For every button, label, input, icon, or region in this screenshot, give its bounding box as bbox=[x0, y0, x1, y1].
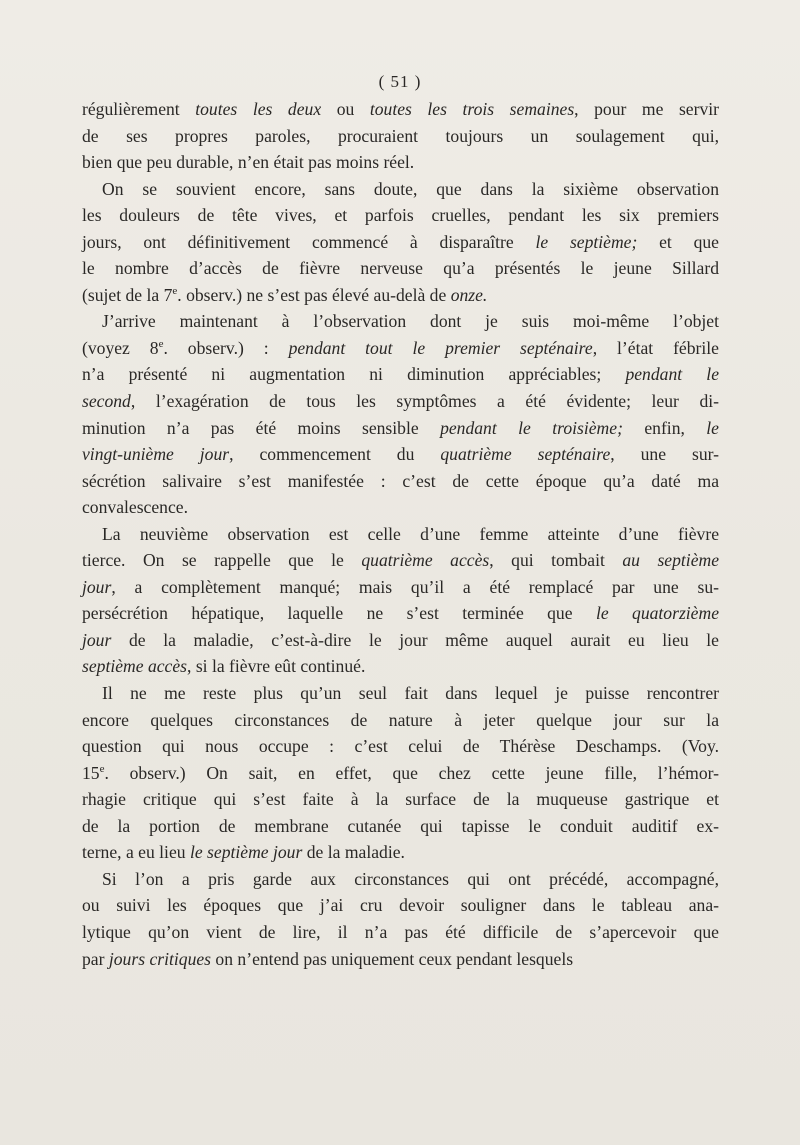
text-segment: encore quelques circonstances de nature à jeter quelque jour sur la bbox=[82, 709, 719, 730]
text-line bbox=[82, 866, 719, 893]
text-segment: tierce. On se rappelle que le bbox=[82, 550, 362, 571]
text-line bbox=[82, 361, 719, 388]
text-line bbox=[82, 388, 719, 415]
text-line bbox=[82, 919, 719, 946]
text-line bbox=[82, 707, 719, 734]
text-segment: régulièrement bbox=[82, 99, 196, 119]
text-line bbox=[82, 494, 719, 521]
text-segment: terne, a eu lieu bbox=[82, 842, 190, 863]
text-line bbox=[82, 627, 719, 654]
text-segment: question qui nous occupe : c’est celui de Thérèse Deschamps. (Voy. bbox=[82, 736, 719, 757]
text-segment: On se souvient encore, sans doute, que dans la sixième observation bbox=[102, 178, 719, 199]
text-line bbox=[82, 415, 719, 442]
text-segment: , l’état fébrile bbox=[592, 337, 719, 358]
text-segment: enfin, bbox=[622, 417, 707, 438]
italic-text: second bbox=[82, 391, 131, 412]
text-line bbox=[82, 282, 719, 309]
text-line bbox=[82, 176, 719, 203]
text-segment: lytique qu’on vient de lire, il n’a pas été difficile de s’apercevoir que bbox=[82, 921, 719, 942]
italic-text: jour bbox=[82, 576, 112, 597]
text-segment: minution n’a pas été moins sensible bbox=[82, 417, 441, 438]
text-segment: n’a présenté ni augmentation ni diminution appréciables; bbox=[82, 364, 626, 385]
text-segment: jours, ont définitivement commencé à disparaître bbox=[82, 231, 536, 252]
text-line bbox=[82, 149, 719, 176]
text-line bbox=[82, 813, 719, 840]
text-line bbox=[82, 680, 719, 707]
text-segment: de la portion de membrane cutanée qui tapisse le conduit auditif ex- bbox=[82, 815, 719, 836]
text-line bbox=[82, 96, 719, 123]
text-segment: (sujet de la 7 bbox=[82, 284, 173, 305]
italic-text: le septième jour bbox=[189, 842, 303, 863]
text-line bbox=[82, 839, 719, 866]
text-segment: Si l’on a pris garde aux circonstances qui ont précédé, accompagné, bbox=[102, 868, 719, 889]
text-segment: le nombre d’accès de fièvre nerveuse qu’a présentés le jeune Sillard bbox=[82, 258, 719, 279]
text-segment: sécrétion salivaire s’est manifestée : c’est de cette époque qu’a daté ma bbox=[82, 470, 719, 491]
text-line bbox=[82, 574, 719, 601]
paragraph bbox=[82, 866, 719, 972]
text-segment: les douleurs de tête vives, et parfois cruelles, pendant les six premiers bbox=[82, 205, 719, 226]
text-line bbox=[82, 521, 719, 548]
text-line bbox=[82, 229, 719, 256]
italic-text: au septième bbox=[622, 550, 720, 571]
text-line bbox=[82, 441, 719, 468]
text-segment: on n’entend pas uniquement ceux pendant lesquels bbox=[211, 948, 574, 969]
text-segment: . observ.) On sait, en effet, que chez cette jeune fille, l’hémor- bbox=[104, 762, 719, 783]
italic-text: toutes les trois semaines bbox=[369, 99, 575, 119]
text-segment: de la maladie, c’est-à-dire le jour même auquel aurait eu lieu le bbox=[111, 629, 719, 650]
text-segment: bien que peu durable, n’en était pas moins réel. bbox=[82, 152, 415, 173]
text-line bbox=[82, 308, 719, 335]
paragraph bbox=[82, 176, 719, 309]
text-segment: , pour me servir bbox=[574, 99, 720, 119]
paragraph bbox=[82, 96, 719, 176]
text-line bbox=[82, 123, 719, 150]
text-line bbox=[82, 468, 719, 495]
text-segment: ou suivi les époques que j’ai cru devoir souligner dans le tableau ana- bbox=[82, 895, 719, 916]
italic-text: quatrième septénaire bbox=[440, 444, 611, 465]
italic-text: vingt-unième jour bbox=[82, 444, 230, 465]
text-segment: , une sur- bbox=[610, 444, 719, 465]
italic-text: le septième; bbox=[535, 231, 638, 252]
italic-text: jours critiques bbox=[108, 948, 212, 969]
body-text bbox=[82, 96, 719, 972]
text-line bbox=[82, 202, 719, 229]
paragraph bbox=[82, 680, 719, 866]
text-segment: , si la fièvre eût continué. bbox=[187, 656, 366, 677]
text-line bbox=[82, 760, 719, 787]
italic-text: septième accès bbox=[82, 656, 188, 677]
text-segment: (voyez 8 bbox=[82, 337, 159, 358]
italic-text: pendant le bbox=[625, 364, 720, 385]
text-line bbox=[82, 547, 719, 574]
text-segment: Il ne me reste plus qu’un seul fait dans lequel je puisse rencontrer bbox=[102, 683, 719, 704]
text-segment: ou bbox=[321, 99, 370, 119]
text-segment: de la maladie. bbox=[302, 842, 405, 863]
italic-text: pendant tout le premier septénaire bbox=[288, 337, 593, 358]
text-segment: J’arrive maintenant à l’observation dont je suis moi-même l’objet bbox=[102, 311, 719, 332]
text-segment: , a complètement manqué; mais qu’il a été remplacé par une su- bbox=[111, 576, 719, 597]
superscript-text: e bbox=[158, 338, 164, 351]
text-segment: , commencement du bbox=[229, 444, 441, 465]
text-segment: de ses propres paroles, procuraient toujours un soulagement qui, bbox=[82, 125, 719, 146]
italic-text: onze. bbox=[450, 284, 488, 305]
italic-text: toutes les deux bbox=[195, 99, 322, 119]
text-segment: 15 bbox=[82, 762, 100, 783]
paragraph bbox=[82, 521, 719, 680]
text-segment: convalescence. bbox=[82, 497, 188, 518]
text-segment: persécrétion hépatique, laquelle ne s’est terminée que bbox=[82, 603, 596, 624]
text-segment: et que bbox=[637, 231, 719, 252]
text-segment: La neuvième observation est celle d’une femme atteinte d’une fièvre bbox=[102, 523, 719, 544]
superscript-text: e bbox=[99, 762, 105, 775]
text-segment: . observ.) ne s’est pas élevé au-delà de bbox=[177, 284, 451, 305]
italic-text: pendant le troisième; bbox=[440, 417, 623, 438]
superscript-text: e bbox=[172, 284, 178, 297]
paragraph bbox=[82, 308, 719, 520]
text-line bbox=[82, 786, 719, 813]
text-segment: , l’exagération de tous les symptômes a été évidente; leur di- bbox=[130, 391, 719, 412]
text-segment: par bbox=[82, 948, 109, 969]
italic-text: le bbox=[706, 417, 719, 438]
text-segment: , qui tombait bbox=[489, 550, 623, 571]
text-line bbox=[82, 733, 719, 760]
text-line bbox=[82, 255, 719, 282]
text-line bbox=[82, 335, 719, 362]
text-segment: . observ.) : bbox=[163, 337, 289, 358]
text-line bbox=[82, 892, 719, 919]
text-line bbox=[82, 653, 719, 680]
text-segment: rhagie critique qui s’est faite à la surface de la muqueuse gastrique et bbox=[82, 789, 719, 810]
page-number: ( 51 ) bbox=[378, 72, 422, 91]
text-line bbox=[82, 946, 719, 973]
italic-text: le quatorzième bbox=[595, 603, 719, 624]
italic-text: quatrième accès bbox=[361, 550, 490, 571]
italic-text: jour bbox=[82, 629, 112, 650]
text-line bbox=[82, 600, 719, 627]
